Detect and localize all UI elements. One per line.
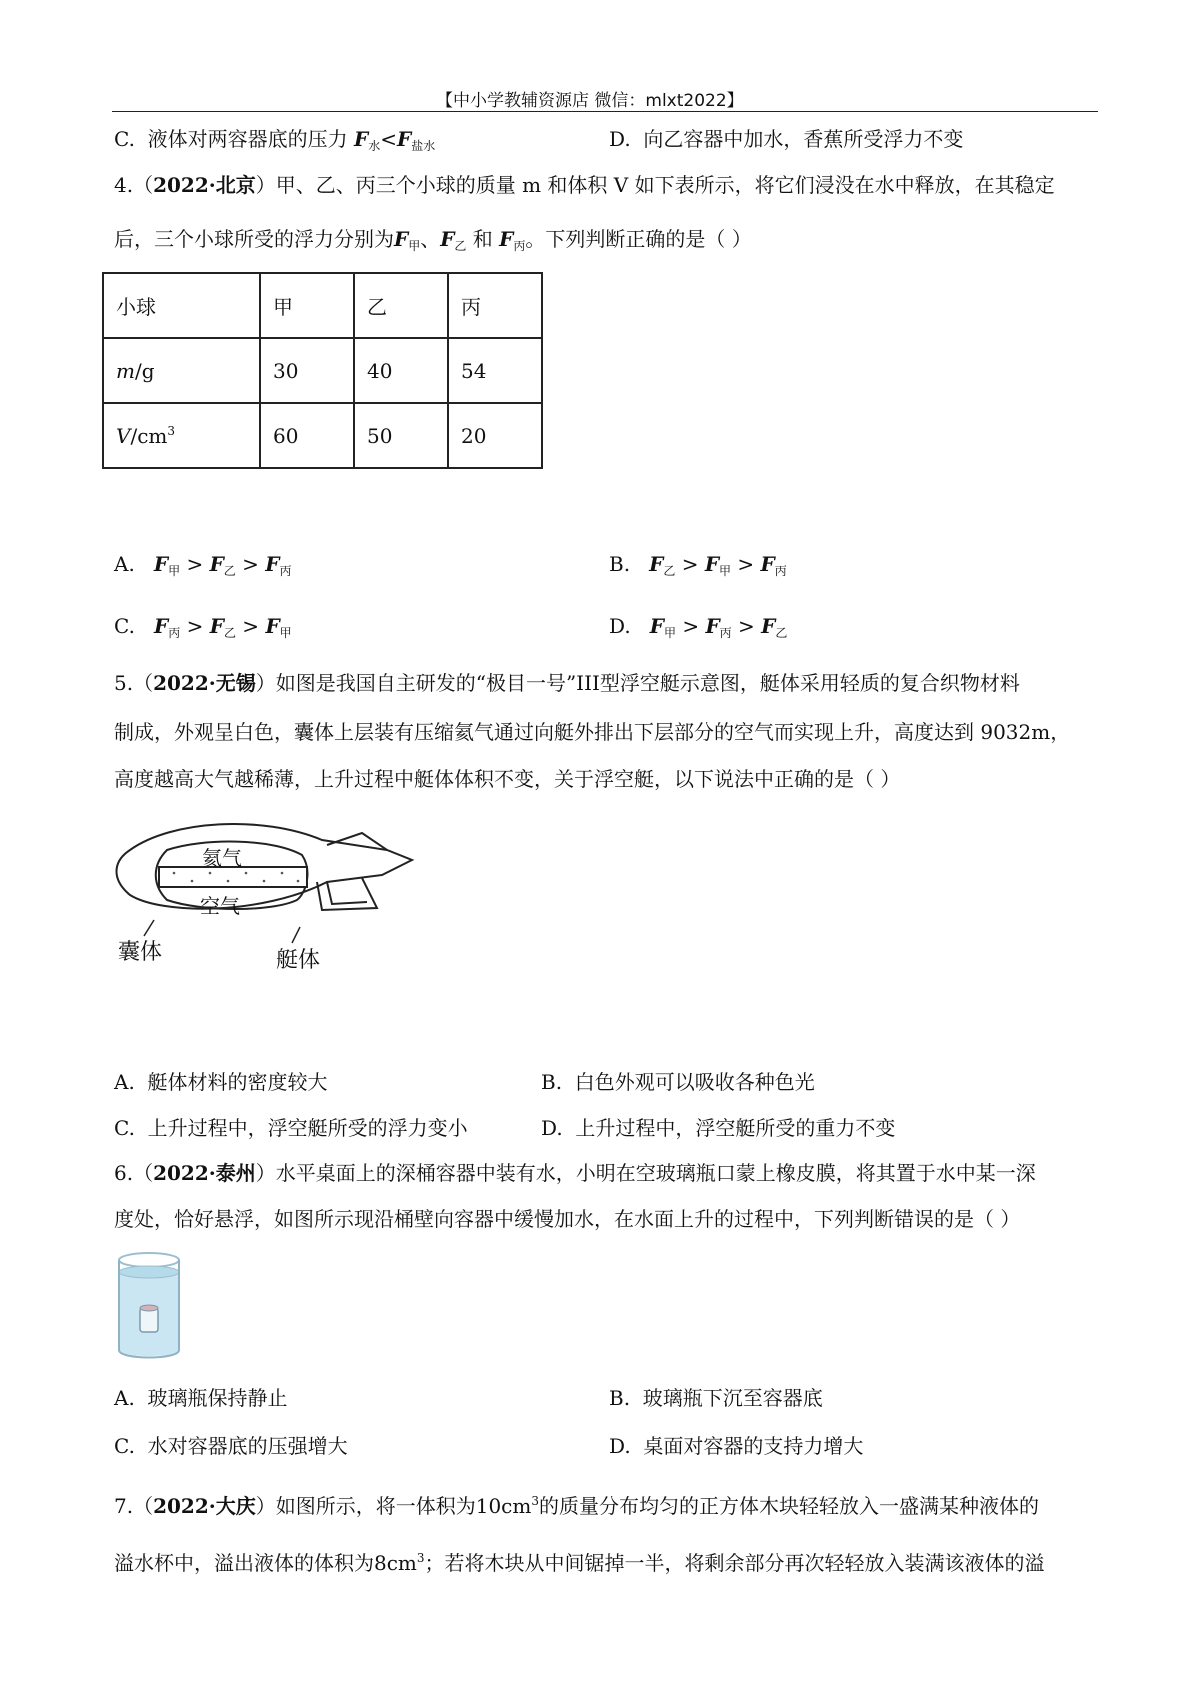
hull-label: 艇体 — [276, 948, 321, 973]
q3-option-c: C. 液体对两容器底的压力 $F_水<F_{盐水}$ — [114, 127, 436, 153]
table-cell: 54 — [448, 338, 542, 403]
table-cell: 小球 — [103, 273, 260, 338]
q6-option-b: B. 玻璃瓶下沉至容器底 — [609, 1386, 823, 1410]
q4-line2: 后，三个小球所受的浮力分别为$F_甲$、$F_乙$ 和 $F_丙$。下列判断正确的是（ ） — [114, 227, 752, 253]
q3-option-d: D. 向乙容器中加水，香蕉所受浮力不变 — [609, 127, 964, 151]
q5-option-c: C. 上升过程中，浮空艇所受的浮力变小 — [114, 1116, 468, 1140]
helium-label: 氦气 — [202, 846, 242, 870]
q6-line1: 6.（2022·泰州）水平桌面上的深桶容器中装有水，小明在空玻璃瓶口蒙上橡皮膜，将其置于水中某一深 — [114, 1161, 1036, 1185]
air-label: 空气 — [200, 894, 240, 918]
table-cell: 20 — [448, 403, 542, 468]
water-surface — [119, 1266, 179, 1278]
table-cell: 丙 — [448, 273, 542, 338]
q7-line2: 溢水杯中，溢出液体的体积为$8cm^3$；若将木块从中间锯掉一半，将剩余部分再次轻轻放入装满该液体的溢 — [114, 1551, 1045, 1575]
table-cell: 50 — [354, 403, 448, 468]
beaker-rim — [119, 1253, 179, 1267]
rubber-membrane — [140, 1305, 158, 1311]
page-header: 【中小学教辅资源店 微信：mlxt2022】 — [436, 91, 744, 111]
q4-option-a: A. $F_甲 > F_乙 > F_丙$ — [114, 552, 292, 578]
q6-option-c: C. 水对容器底的压强增大 — [114, 1434, 348, 1458]
tail-fin-bottom-inner — [327, 882, 367, 904]
capsule-leader-line — [140, 918, 160, 938]
q4-option-c: C. $F_丙 > F_乙 > F_甲$ — [114, 614, 292, 640]
tail-fin-top — [327, 833, 387, 850]
table-cell: 乙 — [354, 273, 448, 338]
table-cell: 60 — [260, 403, 354, 468]
table-cell: m/g — [103, 338, 260, 403]
q4-option-d: D. $F_甲 > F_丙 > F_乙$ — [609, 614, 788, 640]
q5-line2: 制成，外观呈白色，囊体上层装有压缩氦气通过向艇外排出下层部分的空气而实现上升，高度达到 9032m， — [114, 720, 1071, 744]
q6-option-a: A. 玻璃瓶保持静止 — [114, 1386, 288, 1410]
q6-line2: 度处，恰好悬浮，如图所示现沿桶壁向容器中缓慢加水，在水面上升的过程中，下列判断错误的是（ ） — [114, 1207, 1021, 1231]
q5-option-a: A. 艇体材料的密度较大 — [114, 1070, 328, 1094]
q7-line1: 7.（2022·大庆）如图所示，将一体积为$10cm^3$的质量分布均匀的正方体木块轻轻放入一盛满某种液体的 — [114, 1494, 1039, 1518]
q4-line1: 4.（2022·北京）甲、乙、丙三个小球的质量 m 和体积 V 如下表所示，将它们浸没在水中释放，在其稳定 — [114, 173, 1055, 197]
beaker-figure — [112, 1250, 187, 1362]
table-cell: $V/cm^3$ — [103, 403, 260, 468]
q5-line1: 5.（2022·无锡）如图是我国自主研发的“极目一号”III型浮空艇示意图，艇体采用轻质的复合织物材料 — [114, 671, 1020, 695]
q6-option-d: D. 桌面对容器的支持力增大 — [609, 1434, 864, 1458]
table-cell: 40 — [354, 338, 448, 403]
q4-option-b: B. $F_乙 > F_甲 > F_丙$ — [609, 552, 787, 578]
hull-leader-line — [286, 925, 306, 945]
table-row — [103, 338, 542, 403]
table-cell: 甲 — [260, 273, 354, 338]
q5-line3: 高度越高大气越稀薄，上升过程中艇体体积不变，关于浮空艇，以下说法中正确的是（ ） — [114, 767, 901, 791]
capsule-label: 囊体 — [118, 940, 163, 965]
glass-bottle — [140, 1308, 158, 1332]
table-row — [103, 403, 542, 468]
q5-option-d: D. 上升过程中，浮空艇所受的重力不变 — [541, 1116, 896, 1140]
table-cell: 30 — [260, 338, 354, 403]
header-rule — [112, 111, 1098, 112]
q4-table — [102, 272, 543, 469]
table-row — [103, 273, 542, 338]
q5-option-b: B. 白色外观可以吸收各种色光 — [541, 1070, 815, 1094]
